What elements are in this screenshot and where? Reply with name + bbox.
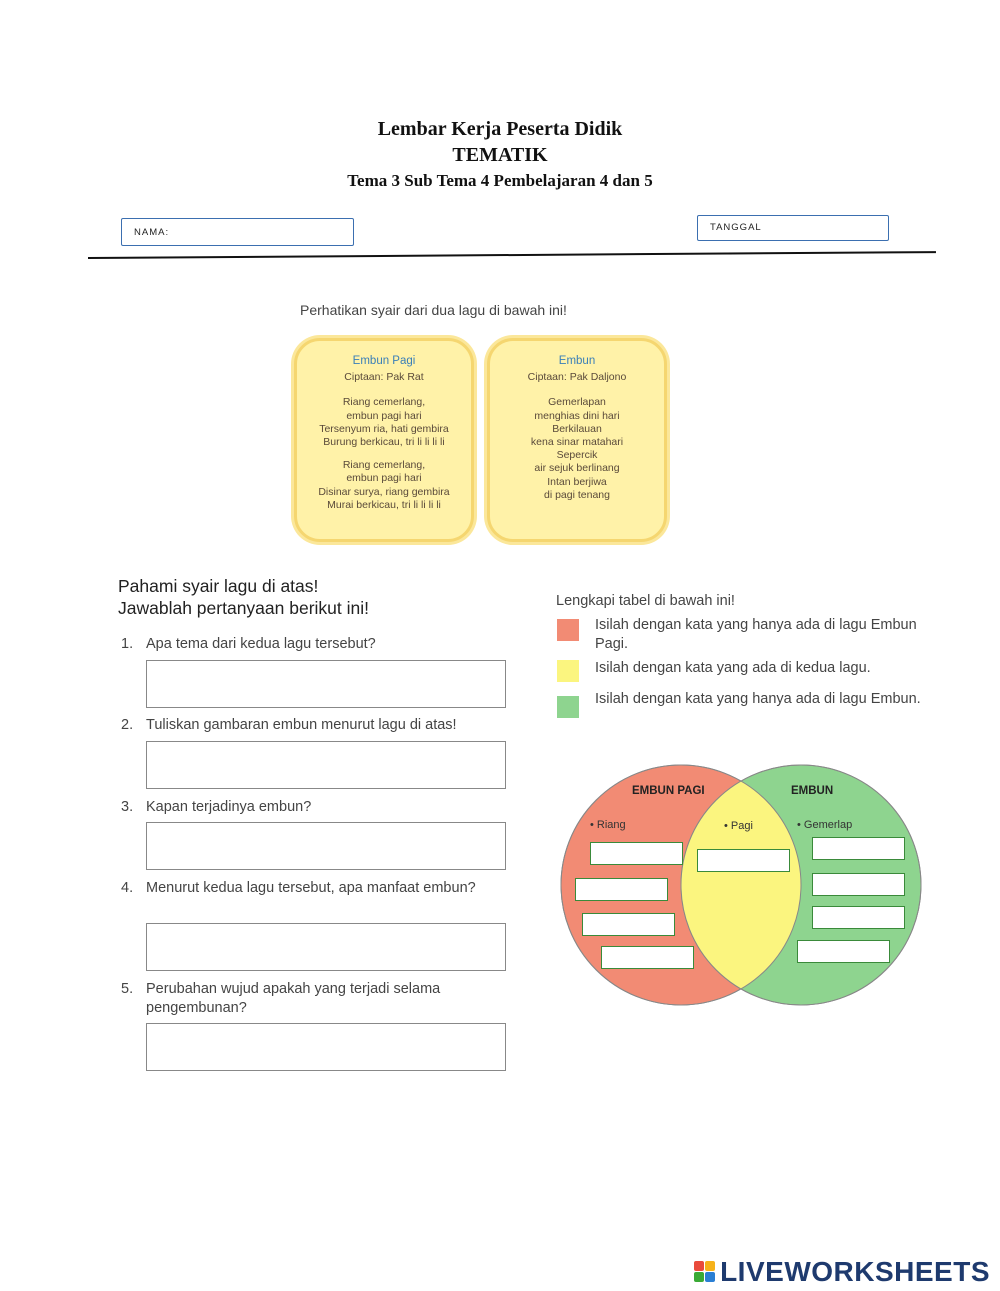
venn-input-right-3[interactable] (812, 906, 905, 929)
venn-input-left-4[interactable] (601, 946, 694, 969)
venn-label-embun: EMBUN (791, 785, 834, 797)
question-text: Perubahan wujud apakah yang terjadi selama pengembunan? (146, 981, 441, 1016)
questions-intro-2: Jawablah pertanyaan berikut ini! (118, 598, 369, 618)
question-5 (121, 980, 521, 1020)
venn-input-right-1[interactable] (812, 837, 905, 860)
venn-label-embun-pagi: EMBUN PAGI (632, 785, 705, 797)
song-card-embun (487, 338, 667, 542)
question-text: Apa tema dari kedua lagu tersebut? (146, 636, 376, 652)
liveworksheets-logo-icon (694, 1261, 716, 1283)
name-field[interactable] (121, 218, 354, 246)
song-title: Embun Pagi (352, 355, 416, 367)
venn-example-right: • Gemerlap (797, 819, 853, 831)
date-label: TANGGAL (710, 222, 762, 233)
question-1 (121, 635, 521, 655)
legend-text-2: Isilah dengan kata yang ada di kedua lagu. (595, 660, 871, 676)
song-stanza: Riang cemerlang, embun pagi hari Disinar surya, riang gembira Murai berkicau, tri li li li li (318, 459, 450, 511)
legend-swatch-red (557, 619, 579, 641)
venn-input-right-2[interactable] (812, 873, 905, 896)
question-text: Menurut kedua lagu tersebut, apa manfaat embun? (146, 880, 476, 896)
question-number: 1. (121, 636, 134, 652)
answer-box-4[interactable] (146, 923, 506, 971)
questions-intro-1: Pahami syair lagu di atas! (118, 576, 319, 596)
question-text: Kapan terjadinya embun? (146, 799, 312, 815)
songs-instruction: Perhatikan syair dari dua lagu di bawah ini! (300, 302, 567, 318)
venn-input-middle-1[interactable] (697, 849, 790, 872)
song-stanza: Riang cemerlang, embun pagi hari Tersenyum ria, hati gembira Burung berkicau, tri li li li li (319, 396, 449, 449)
legend-text-1: Isilah dengan kata yang hanya ada di lagu Embun Pagi. (595, 617, 917, 652)
liveworksheets-logo (694, 1256, 990, 1288)
liveworksheets-logo-text: LIVEWORKSHEETS (720, 1256, 990, 1287)
question-2 (121, 716, 521, 736)
question-number: 2. (121, 717, 134, 733)
answer-box-5[interactable] (146, 1023, 506, 1071)
legend-swatch-green (557, 696, 579, 718)
venn-input-left-3[interactable] (582, 913, 675, 936)
question-number: 4. (121, 880, 134, 896)
question-4 (121, 879, 521, 919)
worksheet-title: Lembar Kerja Peserta Didik (377, 118, 623, 140)
legend-title: Lengkapi tabel di bawah ini! (556, 593, 735, 609)
question-number: 3. (121, 799, 134, 815)
answer-box-1[interactable] (146, 660, 506, 708)
question-text: Tuliskan gambaran embun menurut lagu di atas! (146, 717, 457, 733)
venn-input-left-2[interactable] (575, 878, 668, 901)
legend-text-3: Isilah dengan kata yang hanya ada di lagu Embun. (595, 691, 921, 707)
question-number: 5. (121, 981, 134, 997)
venn-input-left-1[interactable] (590, 842, 683, 865)
answer-box-3[interactable] (146, 822, 506, 870)
song-card-embun-pagi (294, 338, 474, 542)
header-divider (88, 251, 936, 259)
legend-swatch-yellow (557, 660, 579, 682)
worksheet-topic: Tema 3 Sub Tema 4 Pembelajaran 4 dan 5 (347, 171, 653, 190)
worksheet-subject: TEMATIK (452, 144, 548, 166)
name-label: NAMA: (134, 227, 170, 238)
date-field[interactable] (697, 215, 889, 241)
song-author: Ciptaan: Pak Rat (344, 371, 424, 384)
song-stanza: Gemerlapan menghias dini hari Berkilauan kena sinar matahari Sepercik air sejuk berlinang Intan berjiwa di pagi tenang (530, 396, 624, 501)
venn-input-right-4[interactable] (797, 940, 890, 963)
venn-example-left: • Riang (590, 819, 626, 831)
question-3 (121, 798, 521, 818)
venn-example-middle: • Pagi (724, 820, 753, 832)
song-title: Embun (558, 355, 596, 367)
song-author: Ciptaan: Pak Daljono (527, 371, 627, 384)
answer-box-2[interactable] (146, 741, 506, 789)
